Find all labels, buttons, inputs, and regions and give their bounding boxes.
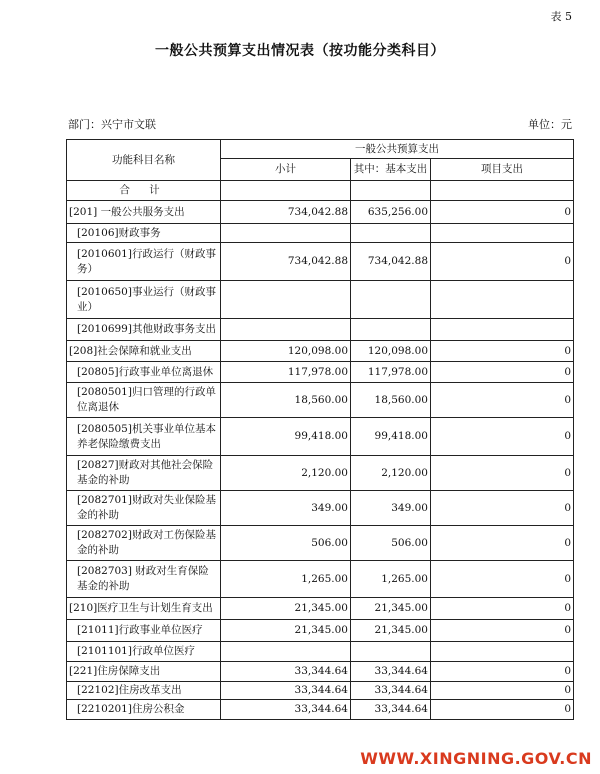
row-name: [20827]财政对其他社会保险基金的补助 bbox=[67, 456, 221, 491]
row-name: [20805]行政事业单位离退休 bbox=[67, 362, 221, 383]
table-number: 表 5 bbox=[550, 10, 572, 23]
row-project: 0 bbox=[431, 243, 574, 281]
row-project: 0 bbox=[431, 456, 574, 491]
row-subtotal: 33,344.64 bbox=[221, 700, 351, 720]
row-subtotal: 33,344.64 bbox=[221, 662, 351, 682]
row-basic: 349.00 bbox=[351, 491, 431, 526]
row-basic: 506.00 bbox=[351, 526, 431, 561]
row-basic bbox=[351, 281, 431, 319]
row-basic: 18,560.00 bbox=[351, 383, 431, 418]
table-row bbox=[67, 456, 574, 491]
row-project: 0 bbox=[431, 418, 574, 456]
row-project: 0 bbox=[431, 383, 574, 418]
row-basic: 734,042.88 bbox=[351, 243, 431, 281]
row-basic bbox=[351, 642, 431, 662]
row-subtotal bbox=[221, 319, 351, 341]
table-row bbox=[67, 682, 574, 700]
row-name: [2080501]归口管理的行政单位离退休 bbox=[67, 383, 221, 418]
row-project: 0 bbox=[431, 526, 574, 561]
row-subtotal: 21,345.00 bbox=[221, 620, 351, 642]
row-basic: 33,344.64 bbox=[351, 662, 431, 682]
row-subtotal: 117,978.00 bbox=[221, 362, 351, 383]
row-subtotal: 734,042.88 bbox=[221, 243, 351, 281]
total-subtotal bbox=[221, 181, 351, 201]
row-subtotal: 2,120.00 bbox=[221, 456, 351, 491]
table-row bbox=[67, 243, 574, 281]
row-name: [2010650]事业运行（财政事业） bbox=[67, 281, 221, 319]
table-row bbox=[67, 526, 574, 561]
row-project: 0 bbox=[431, 620, 574, 642]
row-basic: 21,345.00 bbox=[351, 598, 431, 620]
table-row bbox=[67, 281, 574, 319]
row-project: 0 bbox=[431, 201, 574, 224]
total-project bbox=[431, 181, 574, 201]
row-subtotal: 506.00 bbox=[221, 526, 351, 561]
row-project: 0 bbox=[431, 682, 574, 700]
row-name: [2101101]行政单位医疗 bbox=[67, 642, 221, 662]
row-subtotal: 120,098.00 bbox=[221, 341, 351, 362]
row-name: [2210201]住房公积金 bbox=[67, 700, 221, 720]
header-subtotal: 小计 bbox=[221, 159, 351, 181]
site-watermark: WWW.XINGNING.GOV.CN bbox=[360, 749, 592, 768]
table-row bbox=[67, 620, 574, 642]
table-row bbox=[67, 201, 574, 224]
row-name: [2082702]财政对工伤保险基金的补助 bbox=[67, 526, 221, 561]
table-row bbox=[67, 700, 574, 720]
row-name: [210]医疗卫生与计划生育支出 bbox=[67, 598, 221, 620]
row-name: [221]住房保障支出 bbox=[67, 662, 221, 682]
table-row bbox=[67, 418, 574, 456]
table-row bbox=[67, 383, 574, 418]
row-project: 0 bbox=[431, 341, 574, 362]
row-subtotal: 734,042.88 bbox=[221, 201, 351, 224]
table-row bbox=[67, 362, 574, 383]
row-project bbox=[431, 319, 574, 341]
row-basic: 635,256.00 bbox=[351, 201, 431, 224]
row-basic: 120,098.00 bbox=[351, 341, 431, 362]
table-row bbox=[67, 642, 574, 662]
row-subtotal: 99,418.00 bbox=[221, 418, 351, 456]
header-basic: 其中：基本支出 bbox=[351, 159, 431, 181]
row-project bbox=[431, 642, 574, 662]
table-row bbox=[67, 319, 574, 341]
row-name: [208]社会保障和就业支出 bbox=[67, 341, 221, 362]
row-name: [2010699]其他财政事务支出 bbox=[67, 319, 221, 341]
row-project: 0 bbox=[431, 362, 574, 383]
row-subtotal: 33,344.64 bbox=[221, 682, 351, 700]
row-project: 0 bbox=[431, 700, 574, 720]
row-subtotal bbox=[221, 224, 351, 243]
header-budget-group: 一般公共预算支出 bbox=[221, 140, 574, 159]
row-subtotal bbox=[221, 281, 351, 319]
row-project: 0 bbox=[431, 491, 574, 526]
row-basic: 99,418.00 bbox=[351, 418, 431, 456]
row-name: [21011]行政事业单位医疗 bbox=[67, 620, 221, 642]
row-basic: 33,344.64 bbox=[351, 700, 431, 720]
row-subtotal bbox=[221, 642, 351, 662]
table-row bbox=[67, 224, 574, 243]
row-basic: 1,265.00 bbox=[351, 561, 431, 598]
row-basic: 33,344.64 bbox=[351, 682, 431, 700]
row-basic bbox=[351, 319, 431, 341]
row-project: 0 bbox=[431, 598, 574, 620]
row-basic bbox=[351, 224, 431, 243]
row-name: [201] 一般公共服务支出 bbox=[67, 201, 221, 224]
row-project bbox=[431, 281, 574, 319]
row-name: [20106]财政事务 bbox=[67, 224, 221, 243]
total-basic bbox=[351, 181, 431, 201]
row-subtotal: 21,345.00 bbox=[221, 598, 351, 620]
row-name: [2080505]机关事业单位基本养老保险缴费支出 bbox=[67, 418, 221, 456]
row-subtotal: 349.00 bbox=[221, 491, 351, 526]
department-label: 部门：兴宁市文联 bbox=[68, 118, 156, 131]
row-basic: 117,978.00 bbox=[351, 362, 431, 383]
total-row bbox=[67, 181, 574, 201]
row-name: [22102]住房改革支出 bbox=[67, 682, 221, 700]
table-row bbox=[67, 341, 574, 362]
total-label: 合 计 bbox=[67, 181, 221, 201]
expenditure-table bbox=[66, 139, 574, 720]
row-project: 0 bbox=[431, 561, 574, 598]
row-basic: 21,345.00 bbox=[351, 620, 431, 642]
row-basic: 2,120.00 bbox=[351, 456, 431, 491]
table-row bbox=[67, 662, 574, 682]
table-row bbox=[67, 491, 574, 526]
row-name: [2082703] 财政对生育保险基金的补助 bbox=[67, 561, 221, 598]
table-row bbox=[67, 598, 574, 620]
page-title: 一般公共预算支出情况表（按功能分类科目） bbox=[155, 43, 445, 59]
row-name: [2082701]财政对失业保险基金的补助 bbox=[67, 491, 221, 526]
row-subtotal: 18,560.00 bbox=[221, 383, 351, 418]
row-subtotal: 1,265.00 bbox=[221, 561, 351, 598]
header-function-name: 功能科目名称 bbox=[67, 140, 221, 181]
table-row bbox=[67, 561, 574, 598]
row-project: 0 bbox=[431, 662, 574, 682]
row-name: [2010601]行政运行（财政事务） bbox=[67, 243, 221, 281]
row-project bbox=[431, 224, 574, 243]
unit-label: 单位：元 bbox=[528, 118, 572, 131]
header-project: 项目支出 bbox=[431, 159, 574, 181]
